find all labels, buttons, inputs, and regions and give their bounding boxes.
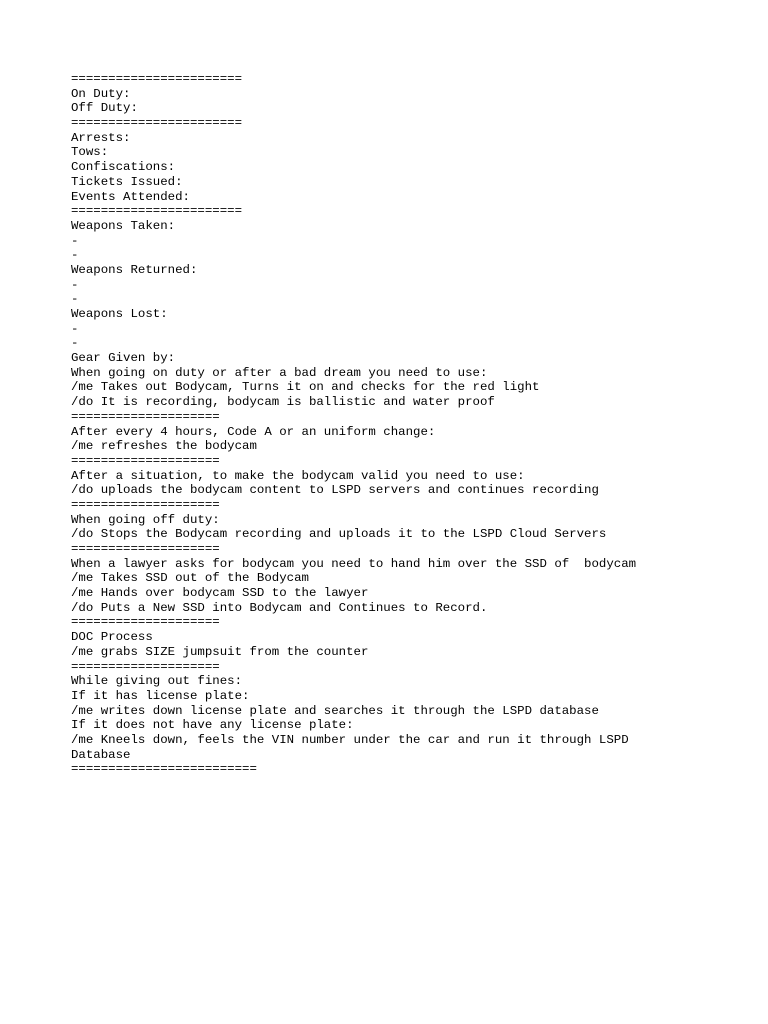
instruction-heading: After every 4 hours, Code A or an uniform change:	[71, 424, 436, 439]
command-line: /me Takes out Bodycam, Turns it on and checks for the red light	[71, 380, 540, 395]
command-line: /do uploads the bodycam content to LSPD servers and continues recording	[71, 483, 599, 498]
command-line: /me Hands over bodycam SSD to the lawyer	[71, 586, 369, 601]
list-dash: -	[71, 248, 79, 263]
on-duty-label: On Duty:	[71, 86, 131, 101]
off-duty-label: Off Duty:	[71, 101, 138, 116]
command-line: /me writes down license plate and searches it through the LSPD database	[71, 703, 599, 718]
document-page	[71, 72, 751, 777]
separator-line: ====================	[71, 659, 220, 674]
events-attended-label: Events Attended:	[71, 189, 190, 204]
tickets-issued-label: Tickets Issued:	[71, 174, 183, 189]
weapons-taken-label: Weapons Taken:	[71, 218, 176, 233]
list-dash: -	[71, 292, 79, 307]
separator-line: ====================	[71, 409, 220, 424]
separator-line: =======================	[71, 116, 243, 131]
tows-label: Tows:	[71, 145, 109, 160]
list-dash: -	[71, 336, 79, 351]
instruction-heading: When going off duty:	[71, 512, 220, 527]
gear-given-label: Gear Given by:	[71, 351, 176, 366]
instruction-heading: DOC Process	[71, 630, 153, 645]
command-line: /do Puts a New SSD into Bodycam and Continues to Record.	[71, 600, 488, 615]
instruction-heading: If it does not have any license plate:	[71, 718, 354, 733]
weapons-lost-label: Weapons Lost:	[71, 307, 168, 321]
instruction-heading: When going on duty or after a bad dream you need to use:	[71, 365, 488, 380]
command-line-continuation: Database	[71, 747, 131, 762]
confiscations-label: Confiscations:	[71, 160, 176, 175]
instruction-heading: When a lawyer asks for bodycam you need to hand him over the SSD of bodycam	[71, 556, 637, 571]
command-line: /me Kneels down, feels the VIN number under the car and run it through LSPD	[71, 732, 629, 747]
command-line: /me refreshes the bodycam	[71, 439, 257, 454]
list-dash: -	[71, 321, 79, 336]
separator-line: ====================	[71, 542, 220, 556]
instruction-heading: After a situation, to make the bodycam valid you need to use:	[71, 468, 525, 483]
instruction-heading: If it has license plate:	[71, 688, 250, 703]
command-line: /do Stops the Bodycam recording and uploads it to the LSPD Cloud Servers	[71, 527, 607, 542]
list-dash: -	[71, 277, 79, 292]
command-line: /me Takes SSD out of the Bodycam	[71, 571, 309, 586]
separator-line: =========================	[71, 762, 257, 777]
separator-line: =======================	[71, 204, 243, 219]
command-line: /do It is recording, bodycam is ballistic and water proof	[71, 395, 495, 410]
list-dash: -	[71, 233, 79, 248]
separator-line: =======================	[71, 72, 243, 86]
instruction-heading: While giving out fines:	[71, 674, 243, 689]
separator-line: ====================	[71, 497, 220, 512]
weapons-returned-label: Weapons Returned:	[71, 262, 198, 277]
arrests-label: Arrests:	[71, 130, 131, 145]
separator-line: ====================	[71, 453, 220, 468]
separator-line: ====================	[71, 615, 220, 630]
command-line: /me grabs SIZE jumpsuit from the counter	[71, 644, 369, 659]
